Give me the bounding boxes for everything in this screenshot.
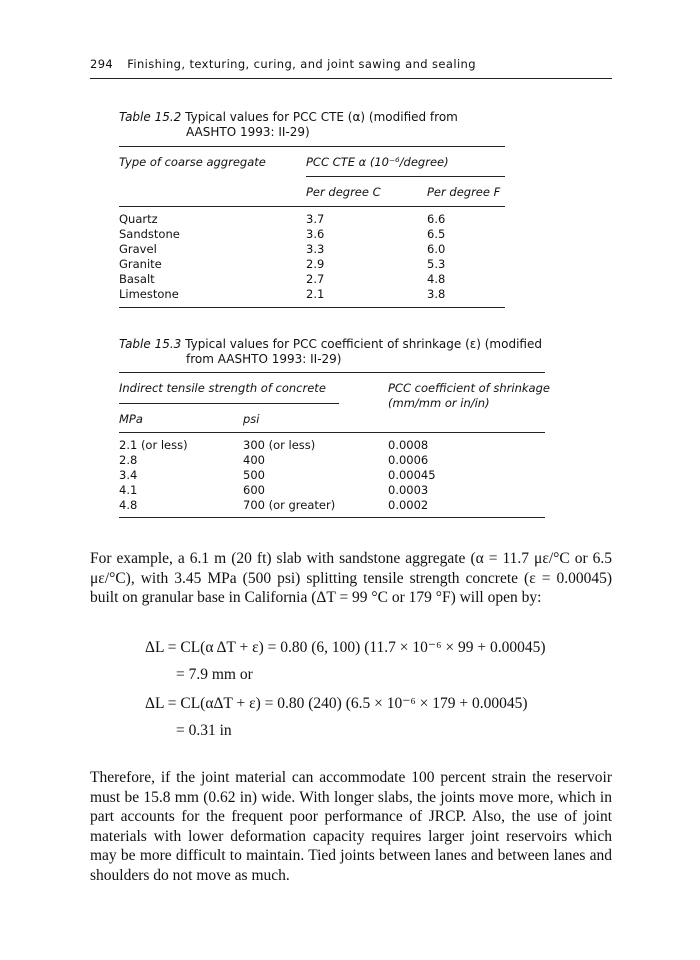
spanner-rule	[119, 403, 339, 404]
table-cell: 5.3	[427, 257, 446, 271]
aggregate-column	[119, 212, 180, 302]
table-cell: 700 (or greater)	[243, 498, 336, 512]
table-cell: 3.8	[427, 287, 446, 301]
equation-result: = 7.9 mm or	[176, 666, 253, 683]
table-cell: 3.6	[306, 227, 325, 241]
table-15-2-caption	[119, 110, 549, 140]
header-bottom-rule	[119, 432, 545, 433]
header-bottom-rule	[119, 206, 505, 207]
page-number: 294	[90, 57, 114, 71]
column-header-line2: (mm/mm or in/in)	[388, 396, 490, 410]
table-cell: 0.0003	[388, 483, 429, 497]
table-label: Table 15.2	[119, 110, 182, 124]
column-header: PCC CTE α (10⁻⁶/degree)	[306, 155, 449, 169]
subcolumn-header: Per degree C	[306, 185, 381, 199]
table-cell: 4.8	[119, 498, 138, 512]
table-cell: 2.9	[306, 257, 325, 271]
table-cell: 3.3	[306, 242, 325, 256]
table-cell: 400	[243, 453, 265, 467]
subcolumn-header: Per degree F	[427, 185, 501, 199]
table-cell: Granite	[119, 257, 162, 271]
equation-result: = 0.31 in	[176, 722, 232, 739]
table-cell: 2.8	[119, 453, 138, 467]
body-paragraph: For example, a 6.1 m (20 ft) slab with sandstone aggregate (α = 11.7 με/°C or 6.5 με/°C), with 3.45 MPa (500 psi) splitting tensile strength concrete (ε = 0.00045) built on granular base in California (ΔT = 99 °C or 179 °F) will open by:	[90, 550, 612, 606]
table-top-rule	[119, 146, 505, 147]
caption-text-line2: from AASHTO 1993: II-29)	[186, 352, 342, 366]
table-cell: Sandstone	[119, 227, 180, 241]
per-degree-c-column	[306, 212, 324, 302]
subcolumn-header: psi	[243, 412, 260, 426]
column-header: PCC coefficient of shrinkage	[388, 381, 550, 395]
table-cell: 4.8	[427, 272, 446, 286]
equation: ΔL = CL(α ΔT + ε) = 0.80 (6, 100) (11.7 × 10⁻⁶ × 99 + 0.00045)	[145, 639, 546, 656]
table-cell: Limestone	[119, 287, 179, 301]
table-cell: 6.6	[427, 212, 446, 226]
table-cell: 0.0006	[388, 453, 429, 467]
table-cell: 3.4	[119, 468, 138, 482]
body-paragraph: Therefore, if the joint material can accommodate 100 percent strain the reservoir must be 15.8 mm (0.62 in) wide. With longer slabs, the joints move more, which in part accounts for the frequent poor performance of JRCP. Also, the use of joint materials with lower deformation capacity requires larger joint reservoirs which may be more difficult to maintain. Tied joints between lanes and between lanes and shoulders do not move as much.	[90, 769, 612, 884]
table-cell: 0.0002	[388, 498, 429, 512]
spanner-rule	[306, 176, 505, 177]
table-cell: 2.1 (or less)	[119, 438, 188, 452]
shrinkage-column	[388, 438, 436, 513]
header-rule	[90, 78, 612, 79]
column-header: Type of coarse aggregate	[119, 155, 266, 169]
table-cell: 6.5	[427, 227, 446, 241]
table-cell: 2.7	[306, 272, 325, 286]
per-degree-f-column	[427, 212, 445, 302]
table-cell: 4.1	[119, 483, 138, 497]
psi-column	[243, 438, 335, 513]
running-header	[90, 57, 612, 71]
mpa-column	[119, 438, 188, 513]
table-cell: 300 (or less)	[243, 438, 316, 452]
table-cell: 2.1	[306, 287, 325, 301]
table-15-3-caption	[119, 337, 549, 367]
column-header: Indirect tensile strength of concrete	[119, 381, 326, 395]
table-cell: 600	[243, 483, 265, 497]
table-label: Table 15.3	[119, 337, 182, 351]
table-top-rule	[119, 372, 545, 373]
table-cell: Gravel	[119, 242, 157, 256]
caption-text: Typical values for PCC CTE (α) (modified from	[185, 110, 458, 124]
table-cell: 6.0	[427, 242, 446, 256]
table-cell: Basalt	[119, 272, 155, 286]
table-bottom-rule	[119, 517, 545, 518]
table-bottom-rule	[119, 307, 505, 308]
running-title: Finishing, texturing, curing, and joint sawing and sealing	[127, 57, 476, 71]
table-cell: 0.00045	[388, 468, 436, 482]
table-cell: 500	[243, 468, 265, 482]
subcolumn-header: MPa	[119, 412, 143, 426]
table-cell: Quartz	[119, 212, 158, 226]
caption-text-line2: AASHTO 1993: II-29)	[186, 125, 310, 139]
equation: ΔL = CL(αΔT + ε) = 0.80 (240) (6.5 × 10⁻⁶ × 179 + 0.00045)	[145, 695, 528, 712]
caption-text: Typical values for PCC coefficient of shrinkage (ε) (modified	[185, 337, 542, 351]
table-cell: 3.7	[306, 212, 325, 226]
table-cell: 0.0008	[388, 438, 429, 452]
